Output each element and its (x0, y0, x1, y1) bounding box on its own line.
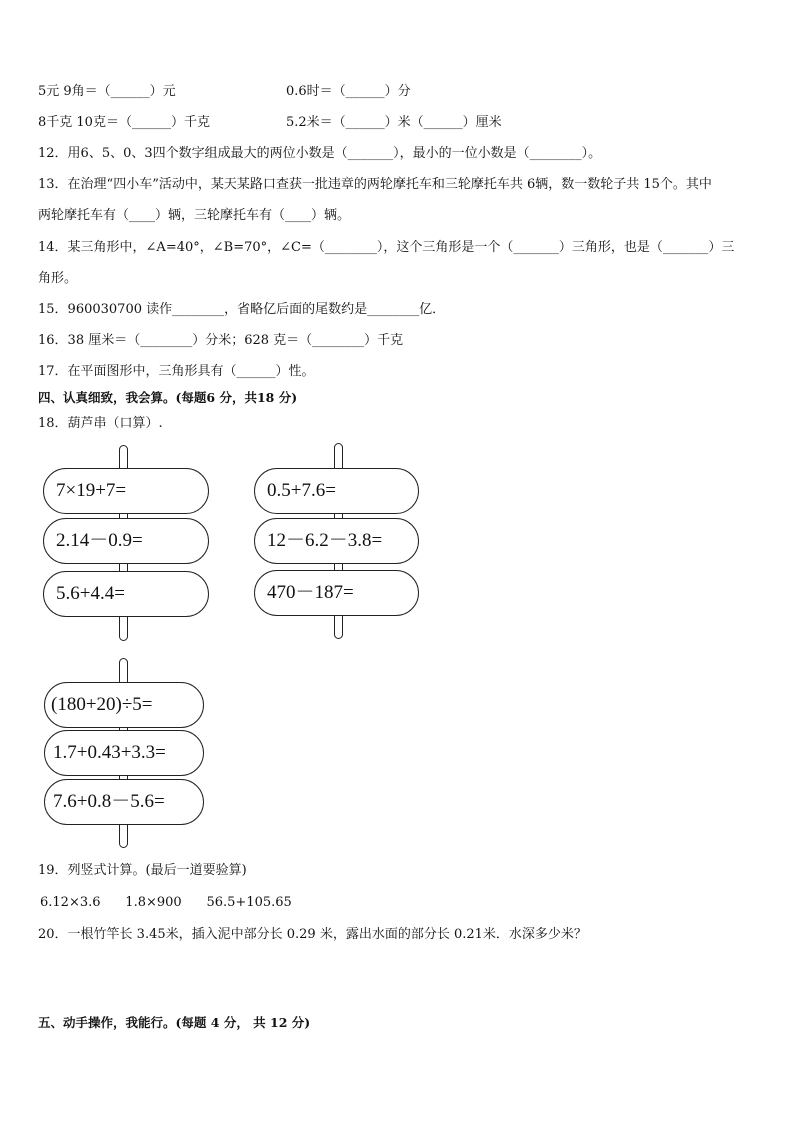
gourd-bead: 2.14－0.9= (43, 518, 209, 564)
fill-line-2b: 5.2米＝（______）米（______）厘米 (286, 115, 502, 130)
fill-line-1b: 0.6时＝（______）分 (286, 84, 411, 99)
question-17: 17．在平面图形中，三角形具有（______）性。 (38, 364, 315, 379)
gourd-bead: 7.6+0.8－5.6= (44, 779, 204, 825)
question-13-line2: 两轮摩托车有（____）辆，三轮摩托车有（____）辆。 (38, 208, 351, 223)
gourd-bead: 7×19+7= (43, 468, 209, 514)
question-20: 20．一根竹竿长 3.45米，插入泥中部分长 0.29 米，露出水面的部分长 0.21米．水深多少米？ (38, 927, 587, 942)
question-19-items: 6.12×3.6 1.8×900 56.5+105.65 (40, 895, 292, 910)
question-15: 15．960030700 读作________，省略亿后面的尾数约是________亿． (38, 302, 446, 317)
gourd-bead: 12－6.2－3.8= (254, 518, 419, 564)
question-19: 19．列竖式计算。(最后一道要验算) (38, 863, 247, 878)
section-4-heading: 四、认真细致，我会算。(每题6 分，共18 分) (38, 390, 298, 405)
gourd-bead: 1.7+0.43+3.3= (44, 730, 204, 776)
gourd-bead: 0.5+7.6= (254, 468, 419, 514)
question-12: 12．用6、5、0、3四个数字组成最大的两位小数是（_______），最小的一位小数是（________）。 (38, 146, 602, 161)
question-14-line2: 角形。 (38, 271, 78, 286)
question-14-line1: 14．某三角形中，∠A=40°，∠B=70°，∠C=（________），这个三角形是一个（_______）三角形，也是（_______）三 (38, 240, 735, 255)
question-13-line1: 13．在治理“四小车”活动中，某天某路口查获一批违章的两轮摩托车和三轮摩托车共 6辆，数一数轮子共 15个。其中 (38, 177, 712, 192)
question-16: 16．38 厘米＝（________）分米；628 克＝（________）千克 (38, 333, 404, 348)
gourd-bead: (180+20)÷5= (44, 682, 204, 728)
fill-line-1a: 5元 9角＝（______）元 (38, 84, 176, 99)
question-18: 18．葫芦串（口算）. (38, 416, 163, 431)
gourd-bead: 470－187= (254, 570, 419, 616)
gourd-bead: 5.6+4.4= (43, 571, 209, 617)
section-5-heading: 五、动手操作，我能行。(每题 4 分， 共 12 分) (38, 1015, 311, 1030)
fill-line-2a: 8千克 10克＝（______）千克 (38, 115, 210, 130)
